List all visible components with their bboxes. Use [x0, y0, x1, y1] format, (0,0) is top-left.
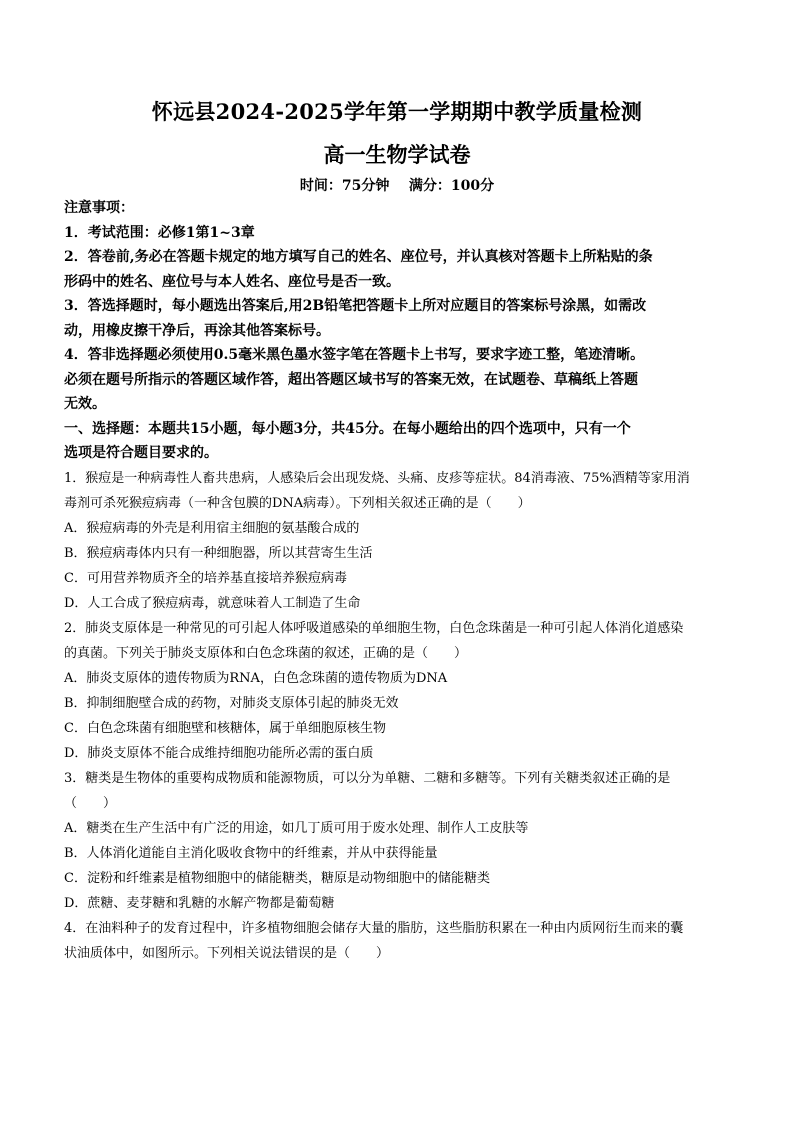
note-line: 3．答选择题时，每小题选出答案后,用2B铅笔把答题卡上所对应题目的答案标号涂黑，如需改 — [64, 298, 647, 314]
note-1 — [64, 221, 732, 246]
section-line: 一、选择题：本题共15小题，每小题3分，共45分。在每小题给出的四个选项中，只有一个 — [64, 420, 631, 437]
question-stem: 1．猴痘是一种病毒性人畜共患病，人感染后会出现发烧、头痛、皮疹等症状。84消毒液、75%酒精等家用消 — [64, 470, 690, 486]
option-b: B．猴痘病毒体内只有一种细胞器，所以其营寄生生活 — [64, 545, 373, 561]
option-c: C．淀粉和纤维素是植物细胞中的储能糖类，糖原是动物细胞中的储能糖类 — [64, 870, 490, 886]
option-a: A．肺炎支原体的遗传物质为RNA，白色念珠菌的遗传物质为DNA — [64, 670, 448, 686]
note-line: 动，用橡皮擦干净后，再涂其他答案标号。 — [64, 322, 330, 339]
option-a: A．猴痘病毒的外壳是利用宿主细胞的氨基酸合成的 — [64, 520, 360, 536]
note-4 — [64, 343, 732, 417]
question-stem: 状油质体中，如图所示。下列相关说法错误的是（ ） — [64, 945, 390, 961]
question-stem: 2．肺炎支原体是一种常见的可引起人体呼吸道感染的单细胞生物，白色念珠菌是一种可引起人体消化道感染 — [64, 620, 684, 636]
question-1 — [64, 466, 732, 616]
section-line: 选项是符合题目要求的。 — [64, 445, 218, 461]
option-d: D．人工合成了猴痘病毒，就意味着人工制造了生命 — [64, 595, 361, 611]
question-stem: （ ） — [64, 795, 117, 811]
question-2 — [64, 616, 732, 766]
option-c: C．可用营养物质齐全的培养基直接培养猴痘病毒 — [64, 570, 347, 586]
question-4 — [64, 916, 732, 966]
note-line: 1．考试范围：必修1第1~3章 — [64, 224, 255, 241]
note-2 — [64, 245, 732, 294]
option-d: D．蔗糖、麦芽糖和乳糖的水解产物都是葡萄糖 — [64, 895, 335, 911]
note-line: 2．答卷前,务必在答题卡规定的地方填写自己的姓名、座位号，并认真核对答题卡上所粘贴的条 — [64, 249, 653, 265]
exam-title: 怀远县2024-2025学年第一学期期中教学质量检测 — [151, 99, 643, 124]
exam-meta — [0, 175, 794, 195]
section-heading — [64, 417, 732, 466]
question-stem: 的真菌。下列关于肺炎支原体和白色念珠菌的叙述，正确的是（ ） — [64, 645, 468, 661]
option-b: B．人体消化道能自主消化吸收食物中的纤维素，并从中获得能量 — [64, 845, 438, 861]
note-line: 形码中的姓名、座位号与本人姓名、座位号是否一致。 — [64, 273, 400, 290]
question-stem: 毒剂可杀死猴痘病毒（一种含包膜的DNA病毒）。下列相关叙述正确的是（ ） — [64, 495, 531, 511]
exam-time: 时间：75分钟 — [299, 178, 390, 194]
note-line: 4．答非选择题必须使用0.5毫米黑色墨水签字笔在答题卡上书写，要求字迹工整，笔迹清晰。 — [64, 347, 645, 363]
note-3 — [64, 294, 732, 343]
option-a: A．糖类在生产生活中有广泛的用途，如几丁质可用于废水处理、制作人工皮肤等 — [64, 820, 529, 836]
exam-subtitle: 高一生物学试卷 — [323, 142, 471, 167]
option-d: D．肺炎支原体不能合成维持细胞功能所必需的蛋白质 — [64, 745, 374, 761]
question-stem: 3．糖类是生物体的重要构成物质和能源物质，可以分为单糖、二糖和多糖等。下列有关糖类叙述正确的是 — [64, 770, 671, 786]
option-b: B．抑制细胞壁合成的药物，对肺炎支原体引起的肺炎无效 — [64, 695, 399, 711]
exam-score: 满分：100分 — [408, 178, 495, 194]
notes-heading: 注意事项： — [64, 200, 134, 216]
exam-body — [64, 196, 732, 966]
note-line: 无效。 — [64, 396, 106, 412]
question-stem: 4．在油料种子的发育过程中，许多植物细胞会储存大量的脂肪，这些脂肪积累在一种由内质网衍生而来的囊 — [64, 920, 684, 936]
note-line: 必须在题号所指示的答题区域作答，超出答题区域书写的答案无效，在试题卷、草稿纸上答题 — [64, 371, 638, 388]
question-3 — [64, 766, 732, 916]
option-c: C．白色念珠菌有细胞壁和核糖体，属于单细胞原核生物 — [64, 720, 386, 736]
